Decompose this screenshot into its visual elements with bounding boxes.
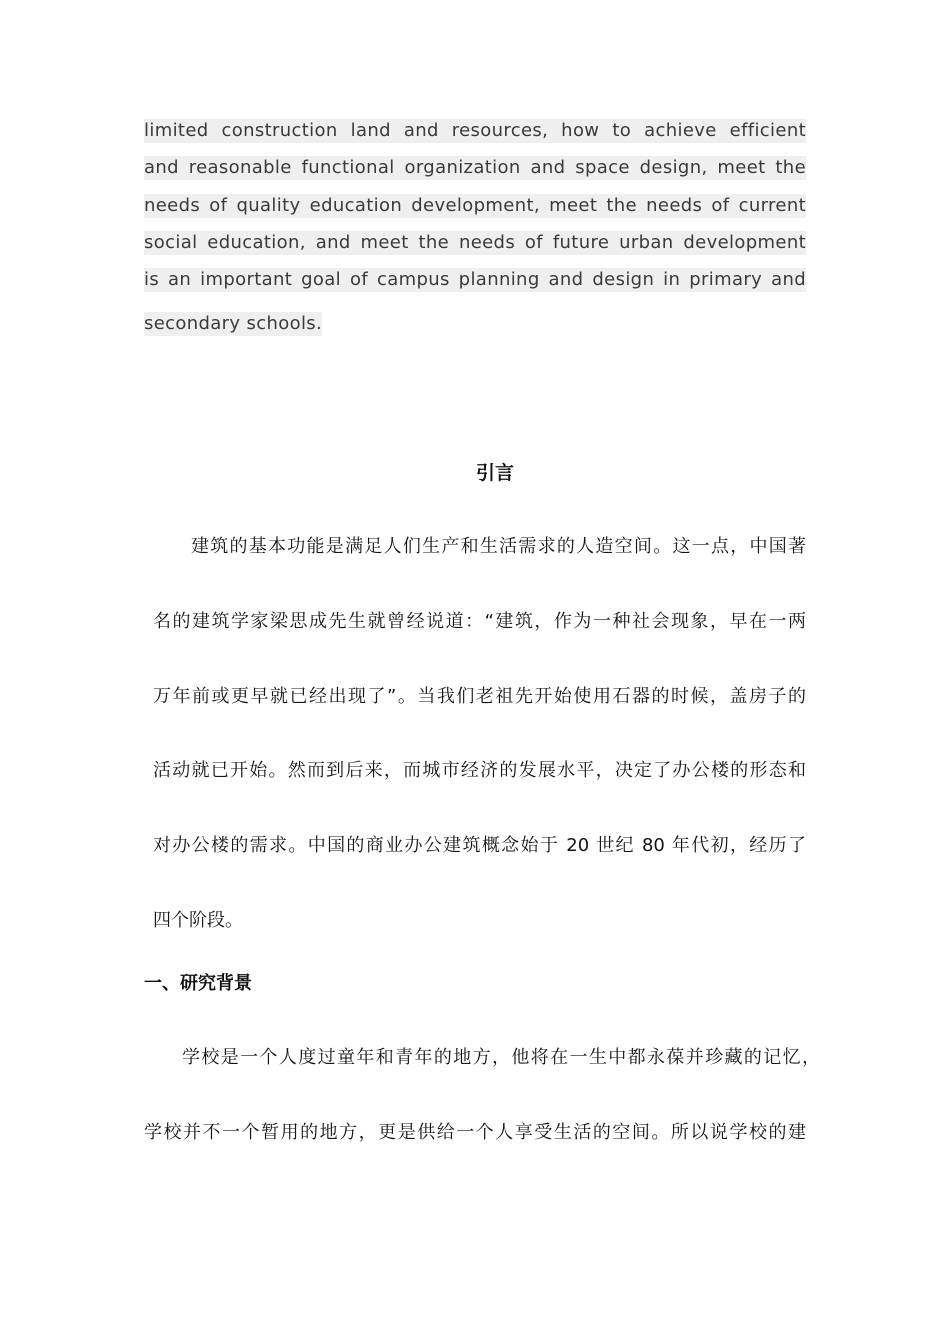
intro-line: 建筑的基本功能是满足人们生产和生活需求的人造空间。这一点，中国著 [191, 536, 806, 557]
abstract-line: and reasonable functional organization and space design, meet the [144, 157, 806, 179]
intro-line: 名的建筑学家梁思成先生就曾经说道：“建筑，作为一种社会现象，早在一两 [153, 610, 806, 632]
english-abstract [144, 119, 806, 343]
intro-line-last: 四个阶段。 [153, 909, 243, 931]
intro-line: 对办公楼的需求。中国的商业办公建筑概念始于 20 世纪 80 年代初，经历了 [153, 835, 806, 857]
abstract-line-last: secondary schools. [144, 313, 323, 335]
research-background-heading: 一、研究背景 [144, 973, 252, 994]
abstract-line: limited construction land and resources, how to achieve efficient [144, 120, 806, 141]
intro-paragraph [153, 529, 806, 978]
abstract-line: is an important goal of campus planning and design in primary and [144, 269, 806, 291]
background-line: 学校是一个人度过童年和青年的地方，他将在一生中都永葆并珍藏的记忆， [182, 1047, 820, 1068]
abstract-line: social education, and meet the needs of future urban development [144, 231, 806, 253]
abstract-line: needs of quality education development, meet the needs of current [144, 194, 806, 216]
background-line: 学校并不一个暂用的地方，更是供给一个人享受生活的空间。所以说学校的建 [144, 1121, 806, 1143]
background-paragraph [144, 1040, 820, 1190]
intro-line: 万年前或更早就已经出现了”。当我们老祖先开始使用石器的时候，盖房子的 [153, 685, 806, 707]
intro-heading: 引言 [475, 462, 514, 484]
intro-line: 活动就已开始。然而到后来，而城市经济的发展水平，决定了办公楼的形态和 [153, 760, 806, 782]
